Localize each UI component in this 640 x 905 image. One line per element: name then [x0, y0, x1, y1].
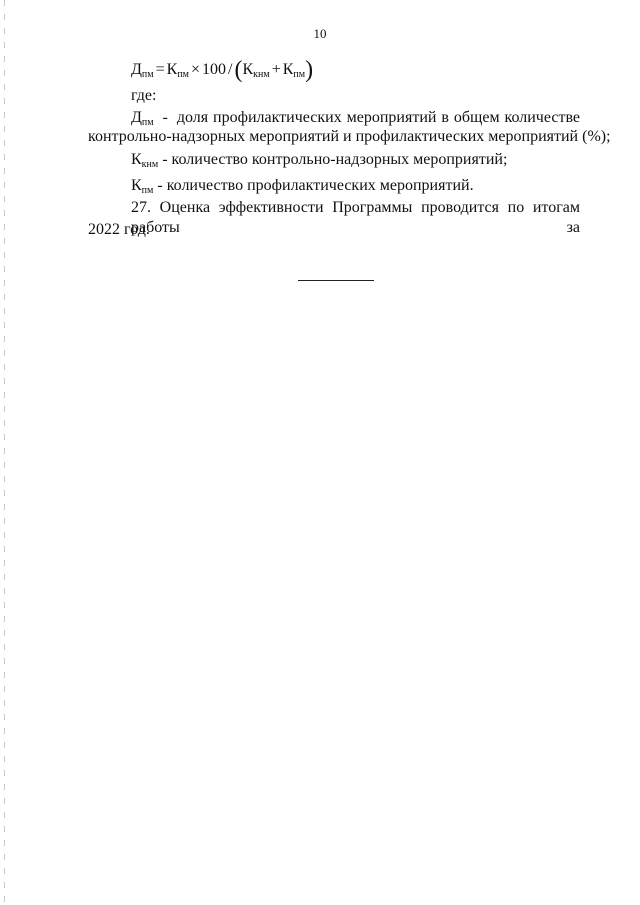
- formula-open-paren: (: [234, 57, 243, 83]
- definition-1-variable: [131, 109, 154, 126]
- definition-3-text: количество профилактических мероприятий.: [166, 177, 474, 194]
- formula-num-base: К: [166, 61, 178, 78]
- scan-edge-artifact: [4, 0, 5, 905]
- formula-term1-sub: кнм: [253, 69, 270, 80]
- end-separator-line: [298, 280, 374, 281]
- formula-term1: [242, 61, 269, 78]
- formula-term2-sub: пм: [293, 69, 306, 80]
- definition-2-variable: [131, 151, 158, 168]
- formula-close-paren: ): [305, 57, 314, 83]
- definition-1-dash: -: [162, 109, 168, 126]
- formula-lhs: [131, 61, 154, 78]
- formula-plus: +: [271, 61, 281, 78]
- definition-3-sub: пм: [141, 185, 154, 196]
- formula-equals: =: [155, 61, 165, 78]
- where-label: где:: [131, 87, 157, 104]
- definition-1-base: Д: [131, 109, 142, 126]
- definition-1-sub: пм: [141, 117, 154, 128]
- formula-numerator: [167, 61, 189, 78]
- formula-times: ×: [191, 61, 201, 78]
- definition-2-dash: -: [162, 151, 168, 168]
- formula-num-sub: пм: [177, 69, 189, 80]
- definition-3-variable: [131, 177, 153, 194]
- definition-3-dash: -: [157, 177, 163, 194]
- definition-3-base: К: [131, 177, 142, 194]
- formula-lhs-base: Д: [131, 61, 142, 78]
- paragraph-27-line-2: 2022 год.: [88, 221, 150, 238]
- formula-term2-base: К: [282, 61, 294, 78]
- formula-lhs-sub: пм: [141, 69, 154, 80]
- definition-2-sub: кнм: [141, 159, 159, 170]
- formula: [131, 58, 313, 82]
- definition-1-text-line-1: доля профилактических мероприятий в общем количестве: [176, 109, 581, 126]
- definition-2-base: К: [131, 151, 142, 168]
- formula-slash: /: [228, 61, 233, 78]
- page-number: 10: [313, 26, 327, 41]
- paragraph-27-line-1: 27. Оценка эффективности Программы проводится по итогам работы за: [131, 199, 580, 236]
- definition-2-text: количество контрольно-надзорных мероприятий;: [171, 151, 508, 168]
- formula-term1-base: К: [242, 61, 254, 78]
- formula-hundred: 100: [202, 61, 227, 78]
- definition-2: [131, 150, 507, 175]
- definition-1-line-2: контрольно-надзорных мероприятий и профилактических мероприятий (%);: [88, 128, 611, 145]
- formula-term2: [283, 61, 305, 78]
